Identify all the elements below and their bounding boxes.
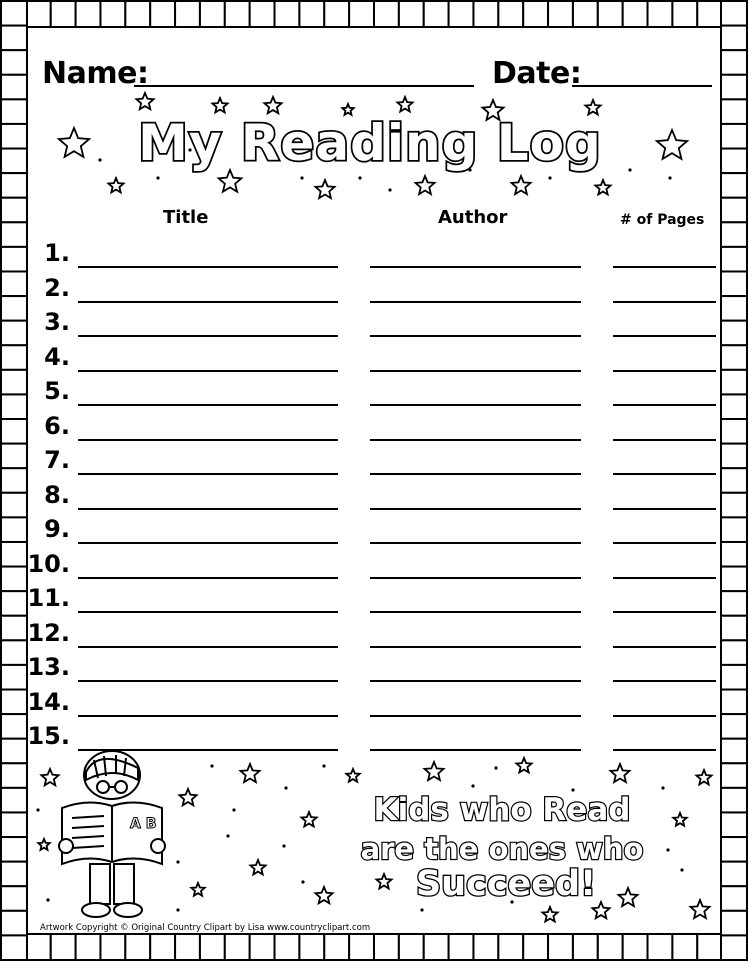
border-cell	[721, 370, 747, 395]
row-number: 9.	[44, 515, 70, 543]
star-icon	[212, 98, 227, 113]
child-reading-icon	[59, 751, 165, 917]
border-cell	[721, 124, 747, 149]
title-line[interactable]	[78, 266, 338, 268]
title-line[interactable]	[78, 611, 338, 613]
border-cell	[1, 763, 27, 788]
date-field[interactable]	[572, 85, 712, 87]
border-cell	[349, 1, 374, 27]
border-cell	[225, 934, 250, 960]
star-icon	[38, 839, 49, 850]
border-cell	[100, 934, 125, 960]
row-number: 7.	[44, 446, 70, 474]
border-cell	[1, 935, 27, 960]
row-number: 6.	[44, 411, 70, 440]
border-cell	[721, 321, 747, 346]
dot	[628, 168, 631, 171]
star-icon	[346, 769, 359, 782]
dot	[666, 848, 669, 851]
border-cell	[721, 567, 747, 592]
dot	[232, 808, 235, 811]
book-letters: A B	[130, 816, 157, 832]
row-number: 3.	[44, 308, 70, 336]
border-cell	[299, 934, 324, 960]
border-cell	[721, 837, 747, 862]
pages-line[interactable]	[613, 439, 716, 441]
dot	[494, 766, 497, 769]
border-cell	[721, 911, 747, 936]
title-line[interactable]	[78, 715, 338, 717]
star-icon	[611, 764, 630, 782]
border-cell	[498, 1, 523, 27]
pages-line[interactable]	[613, 611, 716, 613]
log-row	[27, 653, 720, 687]
title-line[interactable]	[78, 439, 338, 441]
star-icon	[264, 97, 281, 113]
border-cell	[1, 911, 27, 936]
row-number: 13.	[27, 653, 70, 681]
dot	[300, 176, 303, 179]
name-label: Name:	[42, 56, 149, 91]
border-cell	[721, 542, 747, 567]
pages-line[interactable]	[613, 646, 716, 648]
dot	[176, 908, 179, 911]
log-row	[30, 239, 720, 273]
border-cell	[721, 419, 747, 444]
dot	[210, 764, 213, 767]
border-cell	[672, 1, 697, 27]
border-cell	[721, 517, 747, 542]
border-cell	[1, 149, 27, 174]
title-line[interactable]	[78, 542, 338, 544]
footer-illustration	[28, 750, 720, 925]
title-line[interactable]	[78, 473, 338, 475]
border-cell	[76, 934, 101, 960]
pages-line[interactable]	[613, 508, 716, 510]
dot	[388, 188, 391, 191]
border-cell	[150, 934, 175, 960]
border-cell	[548, 934, 573, 960]
dot	[661, 786, 664, 789]
title-banner	[40, 90, 720, 200]
star-icon	[595, 180, 610, 195]
border-cell	[648, 934, 673, 960]
border-cell	[672, 934, 697, 960]
log-row	[30, 377, 720, 411]
author-line[interactable]	[370, 301, 581, 303]
slogan-line-2: are the ones who	[360, 832, 644, 866]
title-line[interactable]	[78, 301, 338, 303]
border-cell	[1, 862, 27, 887]
dot	[98, 158, 101, 161]
pages-line[interactable]	[613, 577, 716, 579]
border-cell	[721, 99, 747, 124]
star-icon	[542, 907, 557, 922]
dot	[282, 844, 285, 847]
border-cell	[721, 26, 747, 51]
star-icon	[585, 100, 600, 115]
row-number: 5.	[44, 377, 70, 405]
border-cell	[200, 1, 225, 27]
log-row	[27, 618, 720, 653]
log-row	[27, 687, 720, 722]
star-icon	[41, 769, 58, 785]
border-cell	[1, 124, 27, 149]
pages-line[interactable]	[613, 404, 716, 406]
border-cell	[598, 934, 623, 960]
border-cell	[721, 149, 747, 174]
dot	[301, 880, 304, 883]
border-cell	[721, 812, 747, 837]
column-title: Title	[163, 207, 209, 228]
author-line[interactable]	[370, 611, 581, 613]
border-cell	[424, 1, 449, 27]
border-cell	[1, 1, 27, 26]
row-number: 10.	[27, 549, 70, 578]
pages-line[interactable]	[613, 335, 716, 337]
column-pages: # of Pages	[620, 212, 705, 228]
border-cell	[721, 862, 747, 887]
border-cell	[498, 934, 523, 960]
author-line[interactable]	[370, 370, 581, 372]
border-cell	[349, 934, 374, 960]
border-cell	[125, 934, 150, 960]
border-cell	[623, 1, 648, 27]
slogan-line-3: Succeed!	[415, 864, 597, 904]
title-line[interactable]	[78, 370, 338, 372]
border-cell	[150, 1, 175, 27]
author-line[interactable]	[370, 680, 581, 682]
border-cell	[721, 616, 747, 641]
border-cell	[250, 1, 275, 27]
star-icon	[136, 93, 153, 109]
star-icon	[316, 180, 335, 198]
border-cell	[721, 296, 747, 321]
border-cell	[324, 1, 349, 27]
row-number: 12.	[27, 618, 70, 647]
border-cell	[573, 934, 598, 960]
slogan	[361, 792, 644, 904]
border-cell	[76, 1, 101, 27]
border-cell	[399, 1, 424, 27]
border-cell	[1, 812, 27, 837]
pages-line[interactable]	[613, 715, 716, 717]
border-cell	[275, 934, 300, 960]
border-cell	[1, 198, 27, 223]
row-number: 1.	[44, 239, 70, 267]
border-cell	[721, 714, 747, 739]
border-cell	[125, 1, 150, 27]
border-cell	[721, 493, 747, 518]
border-cell	[1, 173, 27, 198]
border-cell	[26, 1, 51, 27]
border-cell	[175, 1, 200, 27]
border-cell	[523, 934, 548, 960]
author-line[interactable]	[370, 404, 581, 406]
dot	[226, 834, 229, 837]
border-cell	[1, 788, 27, 813]
dot	[284, 786, 287, 789]
star-icon	[301, 812, 316, 827]
star-icon	[376, 874, 391, 889]
author-line[interactable]	[370, 715, 581, 717]
pages-line[interactable]	[613, 266, 716, 268]
border-cell	[721, 394, 747, 419]
border-cell	[598, 1, 623, 27]
row-number: 11.	[27, 584, 70, 612]
border-cell	[548, 1, 573, 27]
border-cell	[449, 934, 474, 960]
border-cell	[523, 1, 548, 27]
star-icon	[516, 758, 531, 773]
border-cell	[721, 690, 747, 715]
name-field[interactable]	[134, 85, 474, 87]
dot	[46, 898, 49, 901]
date-label: Date:	[492, 56, 582, 91]
pages-line[interactable]	[613, 473, 716, 475]
border-cell	[26, 934, 51, 960]
star-icon	[191, 883, 204, 896]
border-cell	[399, 934, 424, 960]
border-cell	[721, 247, 747, 272]
star-icon	[691, 900, 710, 918]
border-cell	[100, 1, 125, 27]
dot	[176, 860, 179, 863]
border-cell	[721, 345, 747, 370]
author-line[interactable]	[370, 335, 581, 337]
border-cell	[225, 1, 250, 27]
copyright-credit: Artwork Copyright © Original Country Clipart by Lisa www.countryclipart.com	[40, 923, 371, 933]
border-cell	[1, 75, 27, 100]
star-icon	[315, 887, 332, 903]
border-cell	[623, 934, 648, 960]
dot	[471, 784, 474, 787]
log-row	[27, 584, 720, 618]
page-title: My Reading Log	[138, 114, 602, 172]
border-cell	[721, 763, 747, 788]
border-cell	[721, 444, 747, 469]
star-icon	[241, 764, 260, 782]
border-cell	[473, 1, 498, 27]
border-cell	[721, 222, 747, 247]
author-line[interactable]	[370, 473, 581, 475]
author-line[interactable]	[370, 577, 581, 579]
border-cell	[721, 591, 747, 616]
border-cell	[1, 50, 27, 75]
pages-line[interactable]	[613, 370, 716, 372]
border-cell	[721, 788, 747, 813]
star-icon	[59, 128, 89, 157]
border-cell	[51, 934, 76, 960]
log-row	[30, 308, 720, 342]
border-cell	[1, 837, 27, 862]
row-number: 15.	[27, 722, 70, 750]
star-icon	[250, 860, 265, 875]
dot	[680, 868, 683, 871]
star-icon	[416, 176, 435, 194]
star-icon	[179, 789, 196, 805]
border-cell	[473, 934, 498, 960]
title-line[interactable]	[78, 680, 338, 682]
border-cell	[721, 935, 747, 960]
row-number: 14.	[27, 687, 70, 716]
author-line[interactable]	[370, 542, 581, 544]
dot	[668, 176, 671, 179]
log-row	[30, 446, 720, 480]
star-icon	[619, 888, 638, 906]
pages-line[interactable]	[613, 542, 716, 544]
border-cell	[51, 1, 76, 27]
border-cell	[299, 1, 324, 27]
star-icon	[397, 97, 412, 112]
star-icon	[512, 176, 531, 194]
border-cell	[648, 1, 673, 27]
column-author: Author	[438, 207, 508, 228]
log-row	[30, 515, 720, 549]
border-cell	[697, 1, 722, 27]
border-cell	[1, 99, 27, 124]
border-cell	[721, 665, 747, 690]
slogan-line-1: Kids who Read	[373, 792, 631, 828]
pages-line[interactable]	[613, 301, 716, 303]
border-cell	[721, 198, 747, 223]
border-cell	[721, 173, 747, 198]
border-cell	[721, 886, 747, 911]
pages-line[interactable]	[613, 680, 716, 682]
border-cell	[250, 934, 275, 960]
author-line[interactable]	[370, 646, 581, 648]
dot	[420, 908, 423, 911]
log-row	[30, 481, 720, 515]
border-cell	[697, 934, 722, 960]
border-cell	[374, 934, 399, 960]
border-cell	[374, 1, 399, 27]
star-icon	[219, 170, 242, 192]
dot	[358, 176, 361, 179]
border-cell	[1, 886, 27, 911]
star-icon	[592, 902, 609, 918]
dot	[548, 176, 551, 179]
dot	[322, 764, 325, 767]
title-line[interactable]	[78, 646, 338, 648]
title-line[interactable]	[78, 404, 338, 406]
title-line[interactable]	[78, 508, 338, 510]
log-row	[30, 412, 720, 446]
star-icon	[108, 178, 123, 193]
star-icon	[696, 770, 711, 785]
log-row	[27, 549, 720, 584]
border-cell	[200, 934, 225, 960]
border-cell	[721, 271, 747, 296]
author-line[interactable]	[370, 439, 581, 441]
star-icon	[657, 130, 687, 159]
log-row	[30, 343, 720, 377]
border-cell	[275, 1, 300, 27]
author-line[interactable]	[370, 508, 581, 510]
row-number: 2.	[44, 273, 70, 302]
dot	[36, 808, 39, 811]
star-icon	[425, 762, 444, 780]
border-cell	[721, 50, 747, 75]
log-row	[30, 274, 720, 308]
title-line[interactable]	[78, 577, 338, 579]
row-number: 8.	[44, 480, 70, 509]
border-cell	[324, 934, 349, 960]
border-cell	[573, 1, 598, 27]
border-cell	[1, 26, 27, 51]
author-line[interactable]	[370, 266, 581, 268]
border-cell	[721, 1, 747, 26]
border-cell	[721, 75, 747, 100]
title-line[interactable]	[78, 335, 338, 337]
star-icon	[673, 813, 686, 826]
border-cell	[721, 739, 747, 764]
border-cell	[449, 1, 474, 27]
border-cell	[721, 640, 747, 665]
row-number: 4.	[44, 342, 70, 371]
dot	[156, 176, 159, 179]
border-cell	[721, 468, 747, 493]
border-cell	[424, 934, 449, 960]
border-cell	[175, 934, 200, 960]
